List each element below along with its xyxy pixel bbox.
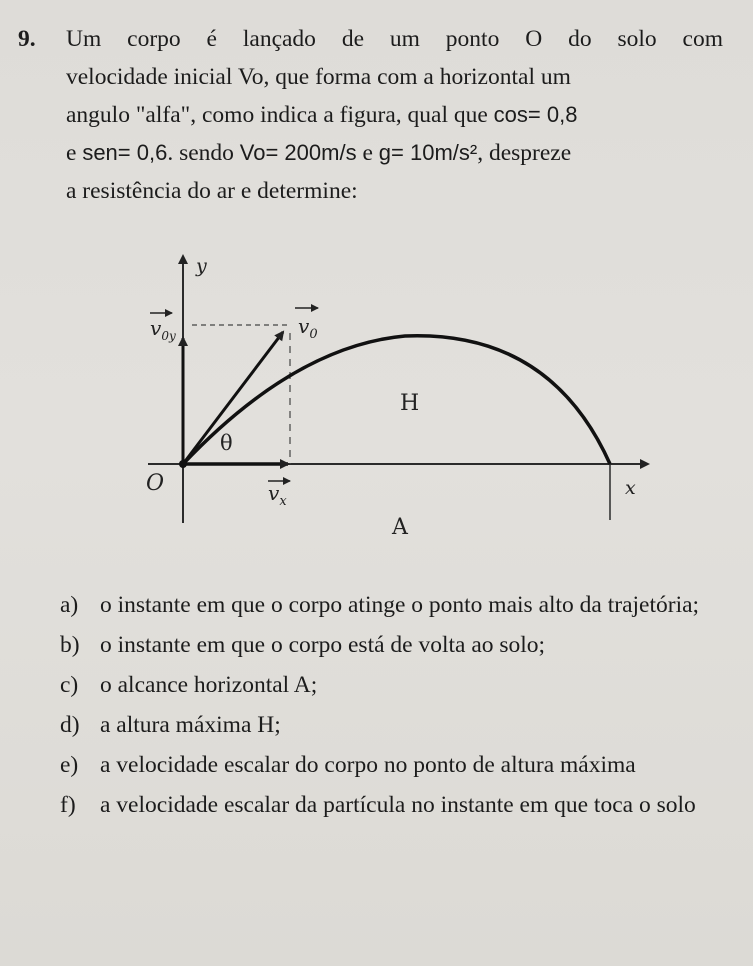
vo-value: Vo= 200m/s xyxy=(239,140,357,165)
sub-questions-list xyxy=(60,585,730,825)
g-value: g= 10m/s² xyxy=(378,140,478,165)
question-line-5: a resistência do ar e determine: xyxy=(66,178,358,204)
origin-point xyxy=(179,460,187,468)
v0-label: $v_0$ xyxy=(298,314,318,342)
x-axis-label: x xyxy=(625,477,636,499)
list-item xyxy=(60,625,730,665)
item-text: o alcance horizontal A; xyxy=(100,672,318,698)
range-label: A xyxy=(392,515,408,540)
item-text: a altura máxima H; xyxy=(100,712,281,738)
item-text: o instante em que o corpo está de volta ao solo; xyxy=(100,632,546,658)
theta-label: θ xyxy=(220,431,233,455)
list-item xyxy=(60,745,730,785)
question-statement xyxy=(18,20,723,210)
question-line-3: angulo "alfa", como indica a figura, qual que cos= 0,8 xyxy=(66,102,578,128)
trajectory-diagram xyxy=(130,238,670,550)
item-letter: d) xyxy=(60,712,80,738)
item-text: a velocidade escalar da partícula no instante em que toca o solo xyxy=(100,792,696,818)
question-line-4: e sen= 0,6. sendo Vo= 200m/s e g= 10m/s², despreze xyxy=(66,140,572,166)
question-line-1: 9. Um corpo é lançado de um ponto O do solo com xyxy=(18,20,723,58)
item-letter: f) xyxy=(60,792,76,818)
list-item xyxy=(60,705,730,745)
item-letter: a) xyxy=(60,592,79,618)
item-text: o instante em que o corpo atinge o ponto mais alto da trajetória; xyxy=(100,592,700,618)
height-label: H xyxy=(400,391,420,416)
list-item xyxy=(60,585,730,625)
item-text: a velocidade escalar do corpo no ponto de altura máxima xyxy=(100,752,636,778)
item-letter: e) xyxy=(60,752,79,778)
v0y-label: $v_{0y}$ xyxy=(150,316,176,343)
vx-label: $v_x$ xyxy=(268,481,287,509)
sen-value: sen= 0,6 xyxy=(82,140,168,165)
y-axis-label: y xyxy=(196,255,207,277)
origin-label: O xyxy=(146,471,165,496)
question-number: 9. xyxy=(18,26,36,52)
cos-value: cos= 0,8 xyxy=(493,102,578,127)
v0-vector xyxy=(183,332,283,464)
trajectory-curve xyxy=(183,336,610,464)
question-line-2: velocidade inicial Vo, que forma com a horizontal um xyxy=(66,64,571,90)
item-letter: c) xyxy=(60,672,79,698)
item-letter: b) xyxy=(60,632,80,658)
list-item xyxy=(60,665,730,705)
list-item xyxy=(60,785,730,825)
